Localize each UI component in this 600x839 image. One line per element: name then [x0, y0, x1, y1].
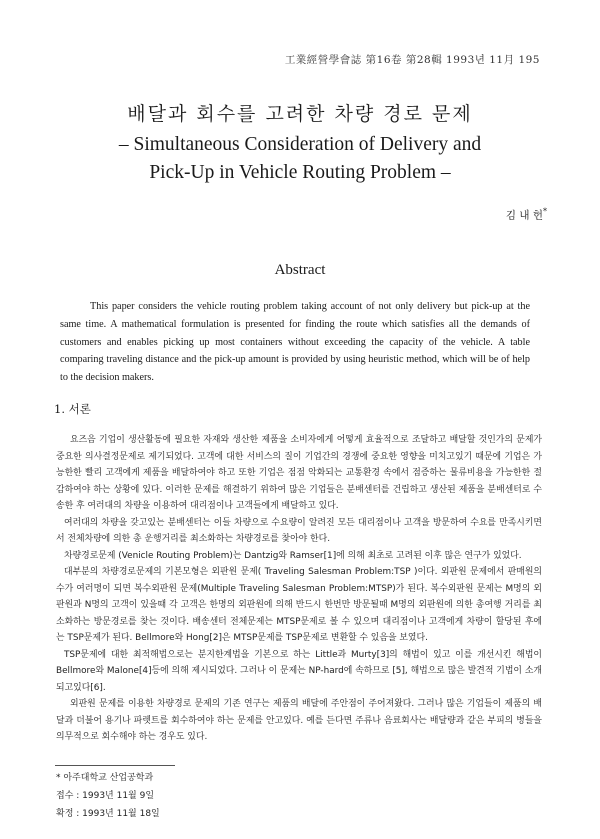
author-name: 김 내 헌: [505, 209, 543, 222]
journal-header: 工業經營學會誌 第16卷 第28輯 1993년 11月 195: [284, 54, 540, 66]
abstract-title: Abstract: [274, 262, 326, 278]
abstract-text: [60, 298, 530, 387]
abstract-body: This paper considers the vehicle routing problem taking account of not only delivery but pick-up at the same time. A mathematical formulation is presented for finding the route which satisfies all the demands of customers and enables picking up most containers without exceeding the capacity of the vehicle. A table comparing traveling distance and the pick-up amount is provided by using heuristic method, which will be of help to the decision makers.: [60, 301, 530, 384]
title-korean: 배달과 회수를 고려한 차량 경로 문제: [127, 103, 473, 125]
footnote-received: 접수 : 1993년 11월 9일: [56, 791, 155, 801]
paragraph: 차량경로문제 (Venicle Routing Problem)는 Dantzig와 Ramser[1]에 의해 최초로 고려된 이후 많은 연구가 있었다.: [64, 550, 522, 561]
paragraph: 대부분의 차량경로문제의 기본모형은 외판원 문제( Traveling Salesman Problem:TSP )이다. 외판원 문제에서 판매원의 수가 여러명이 되면 복수외판원 문제(Multiple Traveling Salesman Problem:MTSP)가 된다. 복수외판원 문제는 M명의 외판원과 N명의 고객이 있을때 각 고객은 한명의 외판원에 의해 반드시 한번만 방문될때 M명의 외판원에 의한 총여행 거리를 최소화하는 방문경로를 찾는 것이다. 배송센터 전체문제는 MTSP문제로 볼 수 있으며 대리점이나 고객에게 차량이 할당된 후에는 TSP문제가 된다. Bellmore와 Hong[2]은 MTSP문제를 TSP문제로 변환할 수 있음을 보였다.: [56, 567, 542, 643]
paragraph: 여러대의 차량을 갖고있는 분배센터는 이들 차량으로 수요량이 알려진 모든 대리점이나 고객을 방문하여 수요를 만족시키면서 전체차량에 의한 총 운행거리를 최소화하는 차량경로를 찾아야 한다.: [56, 517, 542, 544]
author-mark: *: [543, 207, 547, 216]
author: [506, 207, 547, 223]
paragraph: 요즈음 기업이 생산활동에 필요한 자재와 생산한 제품을 소비자에게 어떻게 효율적으로 조달하고 배달할 것인가의 문제가 중요한 의사결정문제로 제기되었다. 고객에 대한 서비스의 질이 기업간의 경쟁에 중요한 영향을 미치고있기 때문에 기업은 가능한한 빨리 고객에게 제품을 배달하여야 하고 또한 기업은 점점 악화되는 교통환경 속에서 점증하는 물류비용을 가능한한 절감하여야 하는 상황에 있다. 이러한 문제를 해결하기 위하여 많은 기업들은 분배센터를 건립하고 생산된 제품을 분배센터로 수송한 후 여러대의 차량을 이용하여 대리점이나 고객들에게 배달하고 있다.: [56, 435, 542, 511]
title-english-line1: – Simultaneous Consideration of Delivery and: [118, 134, 482, 155]
paragraph: 외판원 문제를 이용한 차량경로 문제의 기존 연구는 제품의 배달에 주안점이 주어져왔다. 그러나 많은 기업들이 제품의 배달과 더불어 용기나 파렛트를 회수하여야 하는 문제를 안고있다. 예를 든다면 주류나 음료회사는 배달량과 같은 부피의 병들을 의무적으로 회수해야 하는 경우도 있다.: [56, 699, 542, 742]
footnote-affiliation: * 아주대학교 산업공학과: [56, 773, 154, 783]
section-title: 1. 서론: [54, 402, 91, 416]
paragraph: TSP문제에 대한 최적해법으로는 분지한계법을 기본으로 하는 Little과 Murty[3]의 해법이 있고 이를 개선시킨 해법이 Bellmore와 Malone[4]등에 의해 제시되었다. 그러나 이 문제는 NP-hard에 속하므로 [5], 해법으로 많은 발견적 기법이 소개되고있다[6].: [56, 649, 542, 693]
footnote-divider: [55, 765, 175, 766]
title-english-line2: Pick-Up in Vehicle Routing Problem –: [149, 162, 451, 183]
footnote-accepted: 확정 : 1993년 11월 18일: [56, 809, 160, 819]
body-text: [56, 432, 542, 746]
